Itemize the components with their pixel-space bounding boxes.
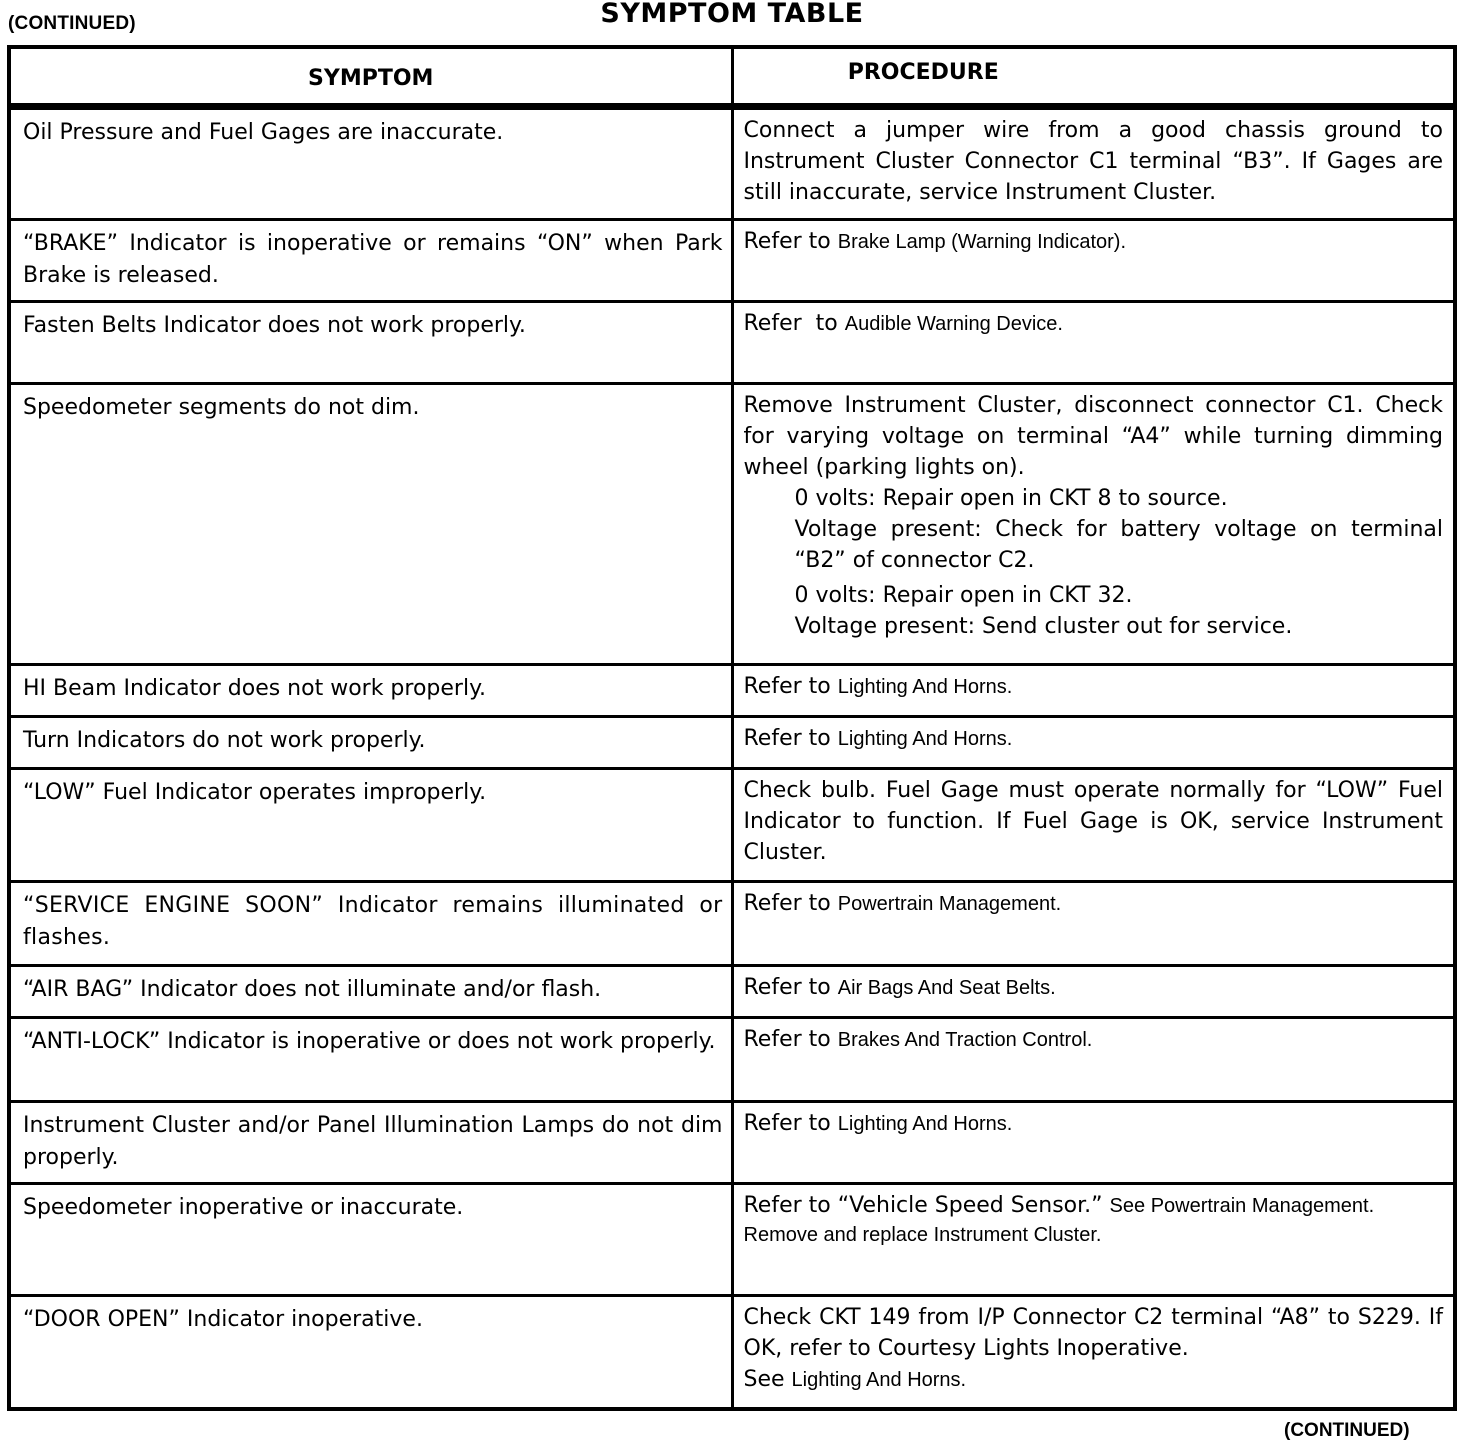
procedure-step: Voltage present: Send cluster out for service. — [794, 614, 1293, 640]
continued-label-top: (CONTINUED) — [8, 13, 136, 34]
page-title-text: SYMPTOM TABLE — [600, 0, 864, 29]
procedure-cell: Refer to Audible Warning Device. — [732, 302, 1455, 384]
table-header-row — [9, 47, 1455, 107]
symptom-cell: Oil Pressure and Fuel Gages are inaccurate. — [9, 107, 732, 220]
continued-label-bottom: (CONTINUED) — [1284, 1420, 1410, 1441]
page-title — [0, 0, 1472, 29]
symptom-cell: Speedometer segments do not dim. — [9, 384, 732, 665]
column-header-procedure: PROCEDURE — [732, 47, 1455, 107]
table-row — [9, 1184, 1455, 1296]
procedure-step: Voltage present: Check for battery voltage on terminal “B2” of connector C2. — [794, 517, 1443, 574]
procedure-cell: Check CKT 149 from I/P Connector C2 terminal “A8” to S229. If OK, refer to Courtesy Lights Inoperative. See Lighting And Horns. — [732, 1296, 1455, 1409]
symptom-table — [7, 45, 1457, 1411]
symptom-cell: Instrument Cluster and/or Panel Illumination Lamps do not dim properly. — [9, 1102, 732, 1184]
table-row — [9, 1018, 1455, 1102]
procedure-intro: Remove Instrument Cluster, disconnect connector C1. Check for varying voltage on terminal “A4” while turning dimming wheel (parking lights on). — [743, 393, 1443, 481]
symptom-table-wrapper — [7, 45, 1453, 1411]
table-row — [9, 882, 1455, 966]
table-row — [9, 107, 1455, 220]
symptom-cell: HI Beam Indicator does not work properly. — [9, 665, 732, 717]
symptom-cell: Fasten Belts Indicator does not work properly. — [9, 302, 732, 384]
table-row — [9, 384, 1455, 665]
symptom-cell: Turn Indicators do not work properly. — [9, 717, 732, 769]
procedure-cell: Refer to Lighting And Horns. — [732, 1102, 1455, 1184]
symptom-cell: “SERVICE ENGINE SOON” Indicator remains illuminated or flashes. — [9, 882, 732, 966]
table-row — [9, 665, 1455, 717]
procedure-cell: Refer to Brakes And Traction Control. — [732, 1018, 1455, 1102]
procedure-cell: Refer to Powertrain Management. — [732, 882, 1455, 966]
procedure-step: 0 volts: Repair open in CKT 32. — [794, 583, 1133, 609]
symptom-cell: “AIR BAG” Indicator does not illuminate and/or flash. — [9, 966, 732, 1018]
procedure-cell: Refer to Brake Lamp (Warning Indicator). — [732, 220, 1455, 302]
column-header-symptom: SYMPTOM — [9, 47, 732, 107]
table-row — [9, 220, 1455, 302]
table-row — [9, 769, 1455, 882]
table-row — [9, 1102, 1455, 1184]
procedure-step: 0 volts: Repair open in CKT 8 to source. — [794, 486, 1228, 512]
table-row — [9, 302, 1455, 384]
table-row — [9, 1296, 1455, 1409]
procedure-cell: Check bulb. Fuel Gage must operate normally for “LOW” Fuel Indicator to function. If Fuel Gage is OK, service Instrument Cluster. — [732, 769, 1455, 882]
procedure-cell: Connect a jumper wire from a good chassis ground to Instrument Cluster Connector C1 terminal “B3”. If Gages are still inaccurate, service Instrument Cluster. — [732, 107, 1455, 220]
symptom-cell: “BRAKE” Indicator is inoperative or remains “ON” when Park Brake is released. — [9, 220, 732, 302]
procedure-cell: Refer to Lighting And Horns. — [732, 665, 1455, 717]
table-row — [9, 717, 1455, 769]
procedure-cell — [732, 384, 1455, 665]
symptom-cell: “ANTI-LOCK” Indicator is inoperative or does not work properly. — [9, 1018, 732, 1102]
symptom-cell: “LOW” Fuel Indicator operates improperly. — [9, 769, 732, 882]
symptom-cell: Speedometer inoperative or inaccurate. — [9, 1184, 732, 1296]
procedure-cell: Refer to Air Bags And Seat Belts. — [732, 966, 1455, 1018]
symptom-cell: “DOOR OPEN” Indicator inoperative. — [9, 1296, 732, 1409]
table-row — [9, 966, 1455, 1018]
procedure-cell: Refer to “Vehicle Speed Sensor.” See Powertrain Management. Remove and replace Instrument Cluster. — [732, 1184, 1455, 1296]
procedure-cell: Refer to Lighting And Horns. — [732, 717, 1455, 769]
